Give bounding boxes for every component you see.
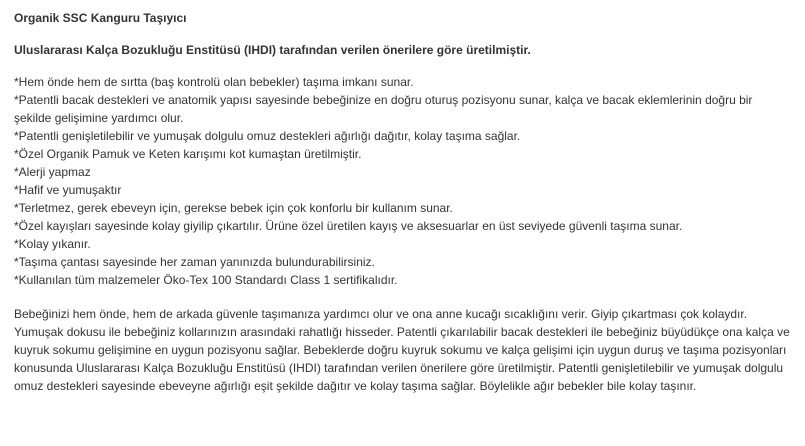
feature-item: *Özel Organik Pamuk ve Keten karışımı kot kumaştan üretilmiştir. xyxy=(14,147,362,161)
feature-item: *Alerji yapmaz xyxy=(14,165,91,179)
product-title: Organik SSC Kanguru Taşıyıcı xyxy=(14,11,187,25)
feature-item: *Özel kayışları sayesinde kolay giyilip çıkartılır. Ürüne özel üretilen kayış ve aksesuarlar en üst seviyede güvenli taşıma sunar. xyxy=(14,219,683,233)
feature-item: *Hafif ve yumuşaktır xyxy=(14,183,122,197)
feature-item: *Taşıma çantası sayesinde her zaman yanınızda bulundurabilirsiniz. xyxy=(14,255,375,269)
feature-item: *Hem önde hem de sırtta (baş kontrolü olan bebekler) taşıma imkanı sunar. xyxy=(14,75,414,89)
product-subtitle: Uluslararası Kalça Bozukluğu Enstitüsü (IHDI) tarafından verilen önerilere göre üretilmiştir. xyxy=(14,43,531,57)
feature-list xyxy=(14,73,791,289)
description-paragraph: Bebeğinizi hem önde, hem de arkada güvenle taşımanıza yardımcı olur ve ona anne kucağı sıcaklığını verir. Giyip çıkartması çok kolaydır. Yumuşak dokusu ile bebeğiniz kollarınızın arasındaki rahatlığı hisseder. Patentli çıkarılabilir bacak destekleri ile bebeğiniz büyüdükçe ona kalça ve kuyruk sokumu gelişimine en uygun pozisyonu sağlar. Bebeklerde doğru kuyruk sokumu ve kalça gelişimi için uygun duruş ve taşıma pozisyonları konusunda Uluslararası Kalça Bozukluğu Enstitüsü (IHDI) tarafından verilen önerilere göre üretilmiştir. Patentli genişletilebilir ve yumuşak dolgulu omuz destekleri sayesinde ebeveyne ağırlığı eşit şekilde dağıtır ve kolay taşıma sağlar. Böylelikle ağır bebekler bile kolay taşınır. xyxy=(14,307,790,393)
feature-item: *Kullanılan tüm malzemeler Öko-Tex 100 Standardı Class 1 sertifikalıdır. xyxy=(14,273,398,287)
feature-item: *Terletmez, gerek ebeveyn için, gerekse bebek için çok konforlu bir kullanım sunar. xyxy=(14,201,453,215)
feature-item: *Patentli bacak destekleri ve anatomik yapısı sayesinde bebeğinize en doğru oturuş pozisyonu sunar, kalça ve bacak eklemlerinin doğru bir şekilde gelişimine yardımcı olur. xyxy=(14,93,753,125)
feature-item: *Kolay yıkanır. xyxy=(14,237,91,251)
feature-item: *Patentli genişletilebilir ve yumuşak dolgulu omuz destekleri ağırlığı dağıtır, kolay taşıma sağlar. xyxy=(14,129,521,143)
